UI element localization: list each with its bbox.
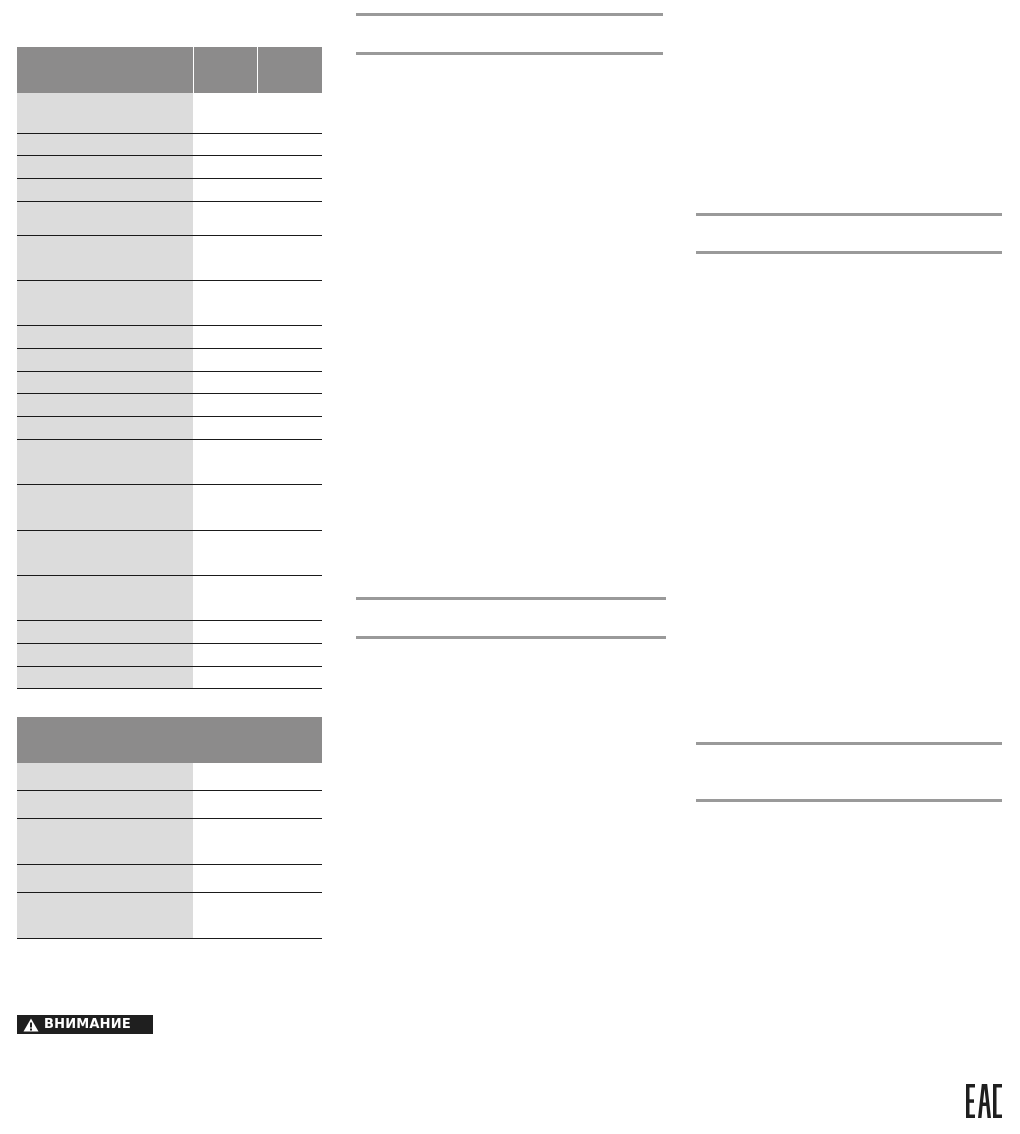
- table-row: [17, 865, 322, 893]
- row-value-cell: [193, 202, 322, 235]
- row-value-cell: [193, 281, 322, 325]
- row-value-cell: [193, 236, 322, 280]
- row-value-cell: [193, 179, 322, 201]
- row-label-cell: [17, 531, 193, 575]
- row-value-cell: [193, 621, 322, 643]
- row-value-cell: [193, 667, 322, 688]
- row-label-cell: [17, 763, 193, 790]
- row-value-cell: [193, 394, 322, 416]
- table-row: [17, 179, 322, 202]
- row-label-cell: [17, 440, 193, 484]
- section-rule-top: [696, 742, 1002, 745]
- section-rule-bottom: [356, 636, 666, 639]
- warning-label: ВНИМАНИЕ: [44, 1017, 131, 1032]
- table-row: [17, 93, 322, 134]
- section-rule-top: [696, 213, 1002, 216]
- row-label-cell: [17, 236, 193, 280]
- row-label-cell: [17, 819, 193, 864]
- table-row: [17, 531, 322, 576]
- table-row: [17, 417, 322, 440]
- row-value-cell: [193, 576, 322, 620]
- table-row: [17, 156, 322, 179]
- table-row: [17, 349, 322, 372]
- row-label-cell: [17, 349, 193, 371]
- warning-triangle-icon: [23, 1018, 39, 1032]
- row-label-cell: [17, 893, 193, 938]
- second-table-header: [17, 717, 322, 763]
- section-rule-top: [356, 597, 666, 600]
- row-value-cell: [193, 791, 322, 818]
- row-label-cell: [17, 372, 193, 393]
- row-label-cell: [17, 485, 193, 530]
- table-row: [17, 236, 322, 281]
- table-row: [17, 791, 322, 819]
- eac-mark-icon: [966, 1083, 1002, 1119]
- table-row: [17, 485, 322, 531]
- row-label-cell: [17, 417, 193, 439]
- table-row: [17, 644, 322, 667]
- row-label-cell: [17, 326, 193, 348]
- row-label-cell: [17, 576, 193, 620]
- row-value-cell: [193, 326, 322, 348]
- row-value-cell: [193, 763, 322, 790]
- row-value-cell: [193, 485, 322, 530]
- row-label-cell: [17, 202, 193, 235]
- row-value-cell: [193, 893, 322, 938]
- table-row: [17, 134, 322, 156]
- table-row: [17, 893, 322, 939]
- row-value-cell: [193, 134, 322, 155]
- section-rule-bottom: [356, 52, 663, 55]
- row-label-cell: [17, 621, 193, 643]
- table-row: [17, 372, 322, 394]
- table-row: [17, 440, 322, 485]
- row-value-cell: [193, 156, 322, 178]
- second-table: [17, 717, 322, 939]
- row-label-cell: [17, 865, 193, 892]
- row-value-cell: [193, 372, 322, 393]
- row-value-cell: [193, 819, 322, 864]
- header-column-divider: [257, 47, 258, 93]
- specifications-table: [17, 47, 322, 689]
- table-row: [17, 576, 322, 621]
- table-row: [17, 667, 322, 689]
- row-value-cell: [193, 349, 322, 371]
- section-rule-bottom: [696, 799, 1002, 802]
- row-value-cell: [193, 865, 322, 892]
- table-row: [17, 621, 322, 644]
- table-row: [17, 763, 322, 791]
- row-label-cell: [17, 644, 193, 666]
- row-label-cell: [17, 156, 193, 178]
- row-label-cell: [17, 179, 193, 201]
- table-row: [17, 819, 322, 865]
- row-label-cell: [17, 93, 193, 133]
- section-rule-bottom: [696, 251, 1002, 254]
- row-value-cell: [193, 417, 322, 439]
- warning-badge: [17, 1015, 153, 1034]
- table-row: [17, 326, 322, 349]
- section-rule-top: [356, 13, 663, 16]
- table-row: [17, 394, 322, 417]
- table-row: [17, 281, 322, 326]
- row-label-cell: [17, 394, 193, 416]
- row-label-cell: [17, 281, 193, 325]
- specifications-table-header: [17, 47, 322, 93]
- table-row: [17, 202, 322, 236]
- header-column-divider: [193, 47, 194, 93]
- row-label-cell: [17, 791, 193, 818]
- row-value-cell: [193, 644, 322, 666]
- row-label-cell: [17, 667, 193, 688]
- row-value-cell: [193, 440, 322, 484]
- row-label-cell: [17, 134, 193, 155]
- row-value-cell: [193, 93, 322, 133]
- row-value-cell: [193, 531, 322, 575]
